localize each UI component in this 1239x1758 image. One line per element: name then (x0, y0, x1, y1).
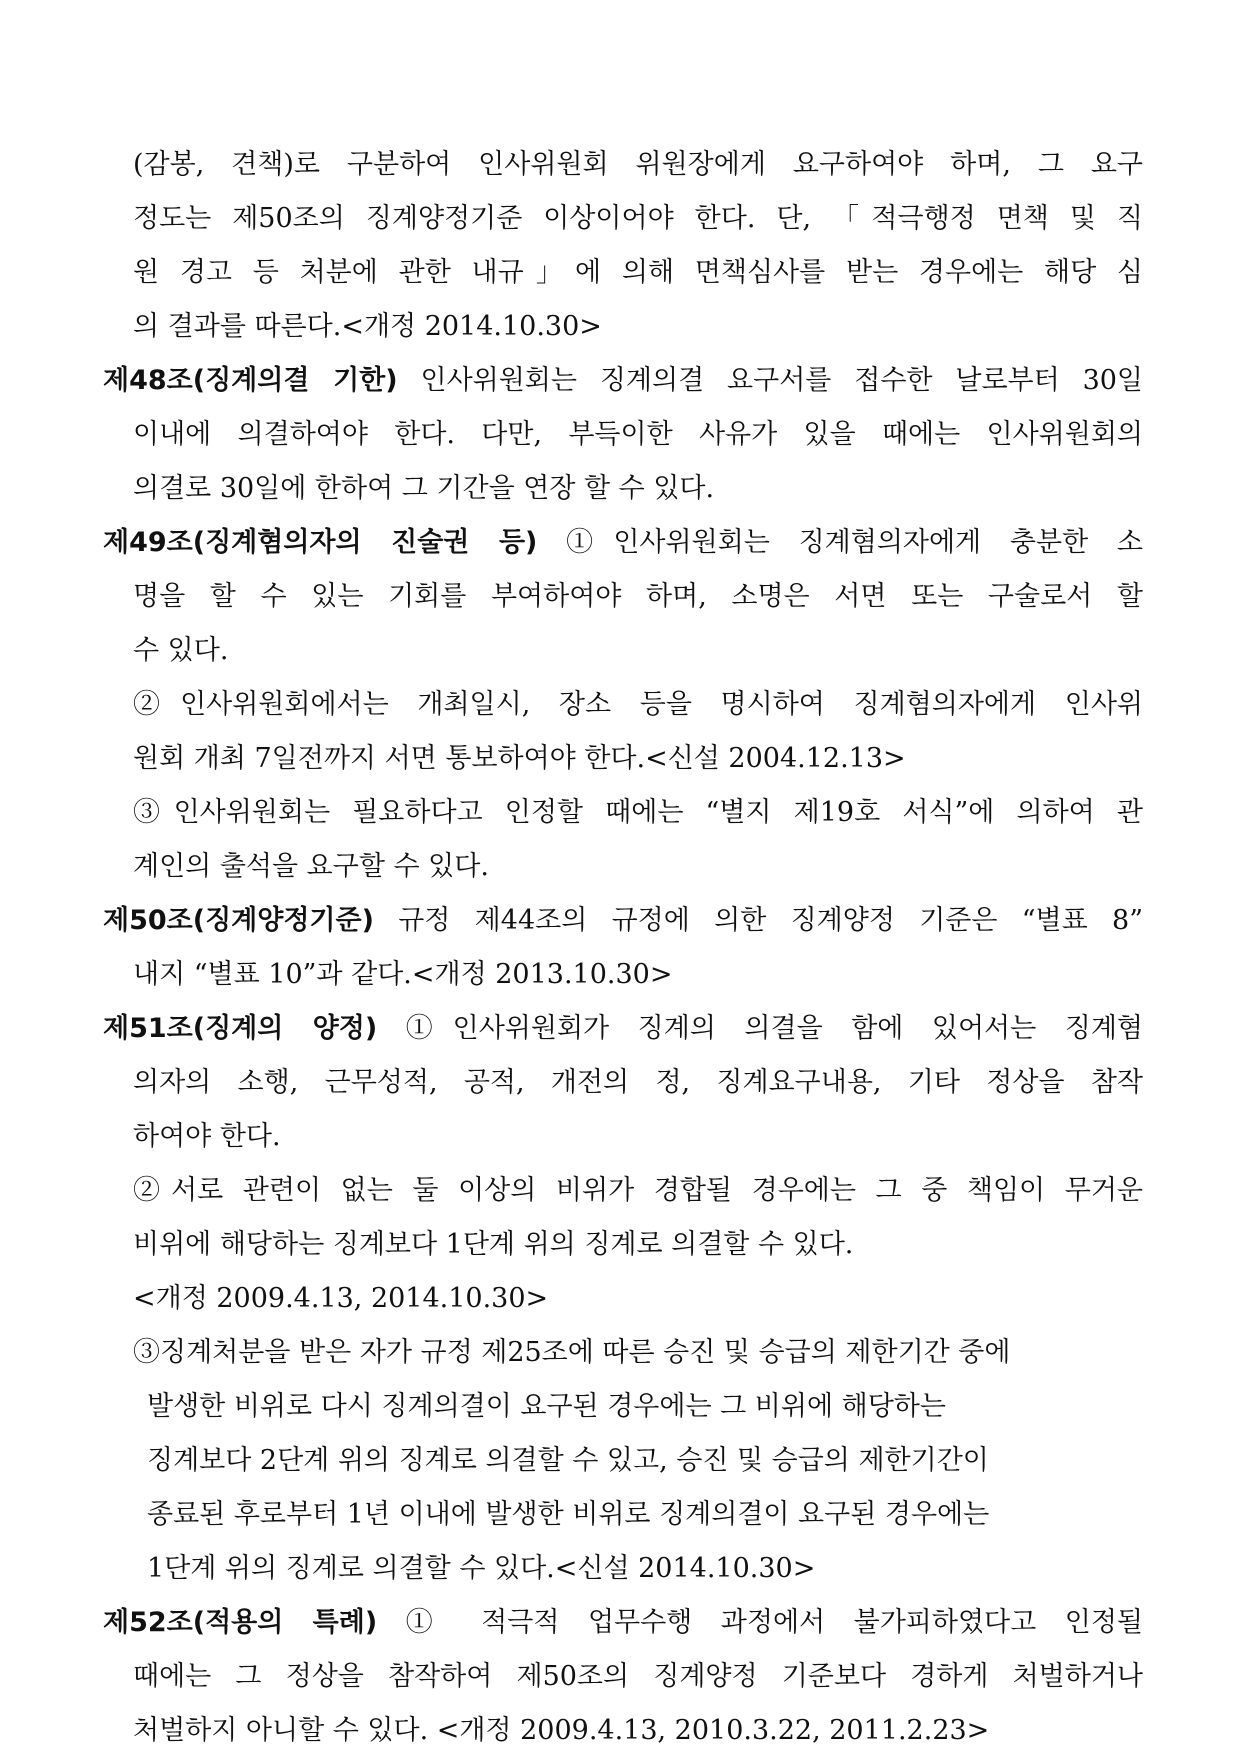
document-body (103, 138, 1143, 1758)
article-heading: 제48조(징계의결 기한) (103, 365, 398, 396)
article-heading: 제51조(징계의 양정) (103, 1013, 378, 1044)
text-line: 의결로 30일에 한하여 그 기간을 연장 할 수 있다. (133, 473, 715, 504)
article-heading: 제50조(징계양정기준) (103, 905, 374, 936)
text-line: <개정 2009.4.13, 2014.10.30> (133, 1283, 549, 1314)
text-line: 원 경고 등 처분에 관한 내규」에 의해 면책심사를 받는 경우에는 해당 심 (133, 257, 1143, 288)
text-line: 징계보다 2단계 위의 징계로 의결할 수 있고, 승진 및 승급의 제한기간이 (147, 1445, 989, 1476)
text-line: 의자의 소행, 근무성적, 공적, 개전의 정, 징계요구내용, 기타 정상을 참작 (133, 1067, 1143, 1098)
text-line: 원회 개최 7일전까지 서면 통보하여야 한다.<신설 2004.12.13> (133, 743, 906, 774)
text-line: ③징계처분을 받은 자가 규정 제25조에 따른 승진 및 승급의 제한기간 중에 (133, 1337, 1011, 1368)
text-line: 명을 할 수 있는 기회를 부여하여야 하며, 소명은 서면 또는 구술로서 할 (133, 581, 1143, 612)
text-line: 발생한 비위로 다시 징계의결이 요구된 경우에는 그 비위에 해당하는 (147, 1391, 946, 1422)
article-heading: 제49조(징계혐의자의 진술권 등) (103, 527, 538, 558)
text-line: 비위에 해당하는 징계보다 1단계 위의 징계로 의결할 수 있다. (133, 1229, 854, 1260)
article-48-heading-line: 제48조(징계의결 기한) 인사위원회는 징계의결 요구서를 접수한 날로부터 30일 (103, 365, 1143, 396)
text-line: (감봉, 견책)로 구분하여 인사위원회 위원장에게 요구하여야 하며, 그 요구 (133, 149, 1143, 180)
article-49-heading-line: 제49조(징계혐의자의 진술권 등) ①인사위원회는 징계혐의자에게 충분한 소 (103, 527, 1143, 558)
article-51-heading-line: 제51조(징계의 양정) ①인사위원회가 징계의 의결을 함에 있어서는 징계혐 (103, 1013, 1143, 1044)
text-line: ②인사위원회에서는 개최일시, 장소 등을 명시하여 징계혐의자에게 인사위 (133, 689, 1143, 720)
text-line: 이내에 의결하여야 한다. 다만, 부득이한 사유가 있을 때에는 인사위원회의 (133, 419, 1143, 450)
text-line: 하여야 한다. (133, 1121, 281, 1152)
article-heading: 제52조(적용의 특례) (103, 1607, 378, 1638)
text-line: 의 결과를 따른다.<개정 2014.10.30> (133, 311, 602, 342)
text-line: ③인사위원회는 필요하다고 인정할 때에는 “별지 제19호 서식”에 의하여 관 (133, 797, 1143, 828)
text-line: 수 있다. (133, 635, 229, 666)
text-line: 1단계 위의 징계로 의결할 수 있다.<신설 2014.10.30> (147, 1553, 816, 1584)
text-line: 내지 “별표 10”과 같다.<개정 2013.10.30> (133, 959, 673, 990)
text-line: 계인의 출석을 요구할 수 있다. (133, 851, 489, 882)
text-line: 처벌하지 아니할 수 있다. <개정 2009.4.13, 2010.3.22, 2011.2.23> (133, 1715, 990, 1746)
article-50-heading-line: 제50조(징계양정기준) 규정 제44조의 규정에 의한 징계양정 기준은 “별표 8” (103, 905, 1143, 936)
text-line: ②서로 관련이 없는 둘 이상의 비위가 경합될 경우에는 그 중 책임이 무거운 (133, 1175, 1143, 1206)
text-line: 종료된 후로부터 1년 이내에 발생한 비위로 징계의결이 요구된 경우에는 (147, 1499, 990, 1530)
article-52-heading-line: 제52조(적용의 특례) ① 적극적 업무수행 과정에서 불가피하였다고 인정될 (103, 1607, 1143, 1638)
text-line: 정도는 제50조의 징계양정기준 이상이어야 한다. 단, 「적극행정 면책 및 직 (133, 203, 1143, 234)
text-line: 때에는 그 정상을 참작하여 제50조의 징계양정 기준보다 경하게 처벌하거나 (133, 1661, 1143, 1692)
